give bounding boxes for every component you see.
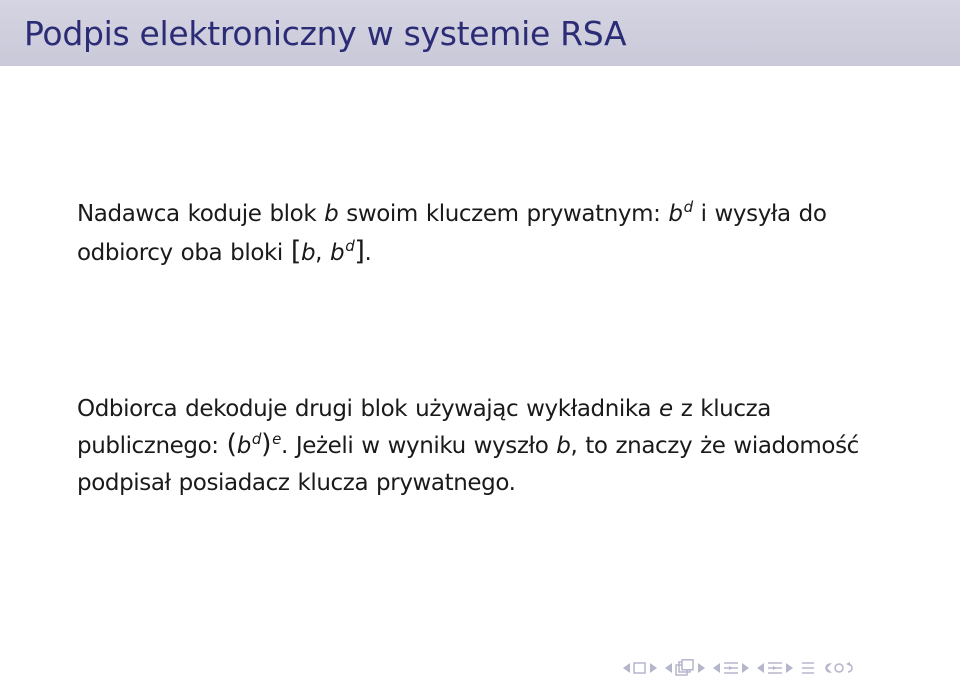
period: . bbox=[364, 240, 372, 266]
math-exponent: d bbox=[251, 430, 262, 448]
nav-frame-group bbox=[623, 661, 657, 675]
nav-right-arrow-icon[interactable] bbox=[698, 663, 705, 673]
paragraph-1 bbox=[77, 197, 897, 273]
text: Nadawca koduje blok bbox=[77, 201, 325, 227]
paren-close: ) bbox=[261, 429, 272, 460]
nav-right-arrow-icon[interactable] bbox=[650, 663, 657, 673]
nav-subsection-icon[interactable] bbox=[675, 659, 695, 677]
nav-section-icon[interactable] bbox=[723, 661, 739, 675]
nav-right-arrow-icon[interactable] bbox=[786, 663, 793, 673]
text: i wysyła do odbiorcy oba bloki bbox=[77, 201, 827, 266]
nav-left-arrow-icon[interactable] bbox=[713, 663, 720, 673]
math-base: b bbox=[668, 201, 683, 227]
math-b: b bbox=[556, 433, 571, 459]
text: z klucza publicznego: bbox=[77, 396, 771, 459]
math-e: e bbox=[659, 396, 673, 422]
math-b: b bbox=[300, 240, 316, 266]
nav-section-icon[interactable] bbox=[767, 661, 783, 675]
nav-subsection-group bbox=[665, 659, 705, 677]
paren-open: ( bbox=[226, 429, 237, 460]
math-exponent: d bbox=[345, 237, 355, 255]
text: , to znaczy że wiadomość podpisał posiadacz klucza prywatnego. bbox=[77, 433, 859, 496]
nav-search-icon[interactable] bbox=[823, 660, 857, 676]
comma: , bbox=[315, 240, 330, 266]
beamer-navigation bbox=[623, 657, 857, 679]
paragraph-2 bbox=[77, 392, 897, 501]
nav-right-arrow-icon[interactable] bbox=[742, 663, 749, 673]
text: Odbiorca dekoduje drugi blok używając wykładnika bbox=[77, 396, 660, 422]
slide-title: Podpis elektroniczny w systemie RSA bbox=[24, 14, 627, 53]
bracket-open: [ bbox=[290, 236, 301, 267]
nav-left-arrow-icon[interactable] bbox=[665, 663, 672, 673]
title-bar bbox=[0, 0, 960, 66]
text: . Jeżeli w wyniku wyszło bbox=[281, 433, 557, 459]
math-outer-exponent: e bbox=[272, 430, 281, 448]
math-base: b bbox=[329, 240, 345, 266]
text: swoim kluczem prywatnym: bbox=[338, 201, 669, 227]
math-base: b bbox=[236, 433, 251, 459]
nav-section-group bbox=[757, 661, 793, 675]
math-b: b bbox=[324, 201, 339, 227]
nav-section-group bbox=[713, 661, 749, 675]
math-exponent: d bbox=[683, 198, 693, 216]
nav-document-icon[interactable] bbox=[801, 661, 815, 675]
nav-frame-icon[interactable] bbox=[633, 661, 647, 675]
nav-left-arrow-icon[interactable] bbox=[623, 663, 630, 673]
nav-left-arrow-icon[interactable] bbox=[757, 663, 764, 673]
bracket-close: ] bbox=[354, 236, 365, 267]
